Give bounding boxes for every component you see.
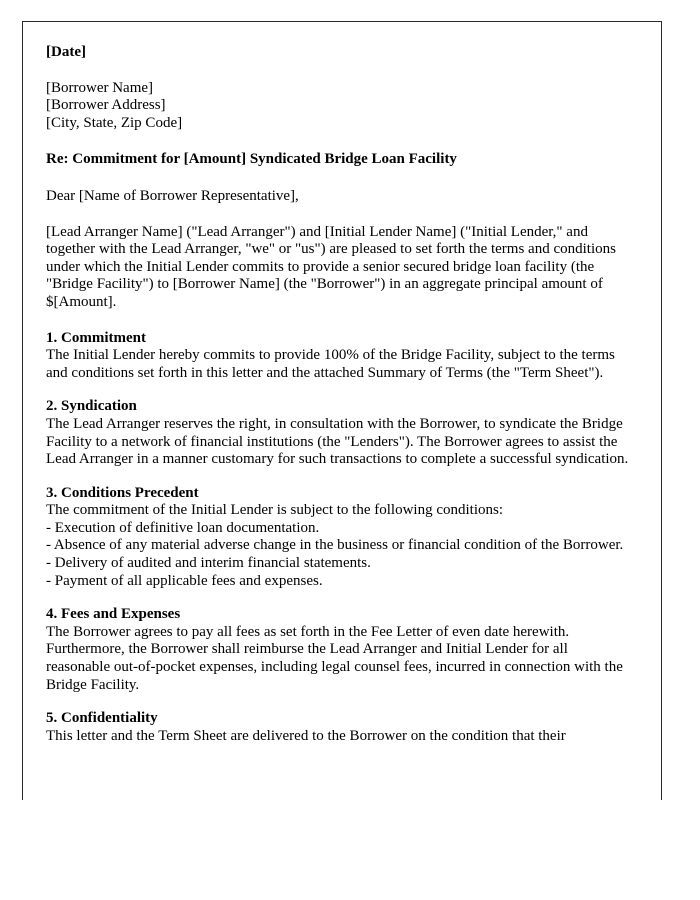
address-line-3: [City, State, Zip Code] — [46, 114, 183, 131]
section-syndication — [46, 398, 632, 468]
list-item: - Payment of all applicable fees and expenses. — [46, 572, 323, 589]
section-heading: 1. Commitment — [46, 329, 146, 346]
section-conditions-precedent — [46, 485, 632, 591]
section-commitment — [46, 330, 632, 383]
section-heading: 3. Conditions Precedent — [46, 484, 199, 501]
section-paragraph: The Initial Lender hereby commits to provide 100% of the Bridge Facility, subject to the terms and conditions set forth in this letter and the attached Summary of Terms (the "Term Sheet"). — [46, 347, 615, 381]
subject-line: Re: Commitment for [Amount] Syndicated Bridge Loan Facility — [46, 151, 457, 168]
section-confidentiality — [46, 710, 632, 745]
section-heading: 5. Confidentiality — [46, 710, 158, 727]
section-paragraph: The Lead Arranger reserves the right, in consultation with the Borrower, to syndicate the Bridge Facility to a network of financial institutions (the "Lenders"). The Borrower agrees to assist the Lead Arranger in a manner customary for such transactions to complete a successful syndication. — [46, 415, 629, 468]
address-line-1: [Borrower Name] — [46, 79, 154, 96]
section-paragraph: The Borrower agrees to pay all fees as set forth in the Fee Letter of even date herewith. Furthermore, the Borrower shall reimburse the Lead Arranger and Initial Lender for all reasonable out-of-pocket expenses, including legal counsel fees, incurred in connection with the Bridge Facility. — [46, 623, 623, 693]
section-paragraph: This letter and the Term Sheet are delivered to the Borrower on the condition that their — [46, 727, 566, 744]
section-fees-and-expenses — [46, 606, 632, 694]
section-heading: 2. Syndication — [46, 398, 137, 415]
date-line: [Date] — [46, 44, 86, 60]
list-item: - Execution of definitive loan documentation. — [46, 519, 320, 536]
recipient-address-block — [46, 80, 632, 133]
introduction-paragraph: [Lead Arranger Name] ("Lead Arranger") and [Initial Lender Name] ("Initial Lender," and together with the Lead Arranger, "we" or "us") are pleased to set forth the terms and conditions under which the Initial Lender commits to provide a senior secured bridge loan facility (the "Bridge Facility") to [Borrower Name] (the "Borrower") in an aggregate principal amount of $[Amount]. — [46, 223, 616, 310]
salutation-line: Dear [Name of Borrower Representative], — [46, 187, 299, 204]
list-item: - Delivery of audited and interim financial statements. — [46, 555, 371, 572]
list-item: - Absence of any material adverse change in the business or financial condition of the Borrower. — [46, 537, 624, 554]
section-paragraph: The commitment of the Initial Lender is subject to the following conditions: — [46, 502, 503, 519]
section-heading: 4. Fees and Expenses — [46, 606, 181, 623]
address-line-2: [Borrower Address] — [46, 97, 166, 114]
conditions-list — [46, 520, 632, 590]
document-page — [22, 21, 662, 800]
document-body — [46, 44, 632, 761]
